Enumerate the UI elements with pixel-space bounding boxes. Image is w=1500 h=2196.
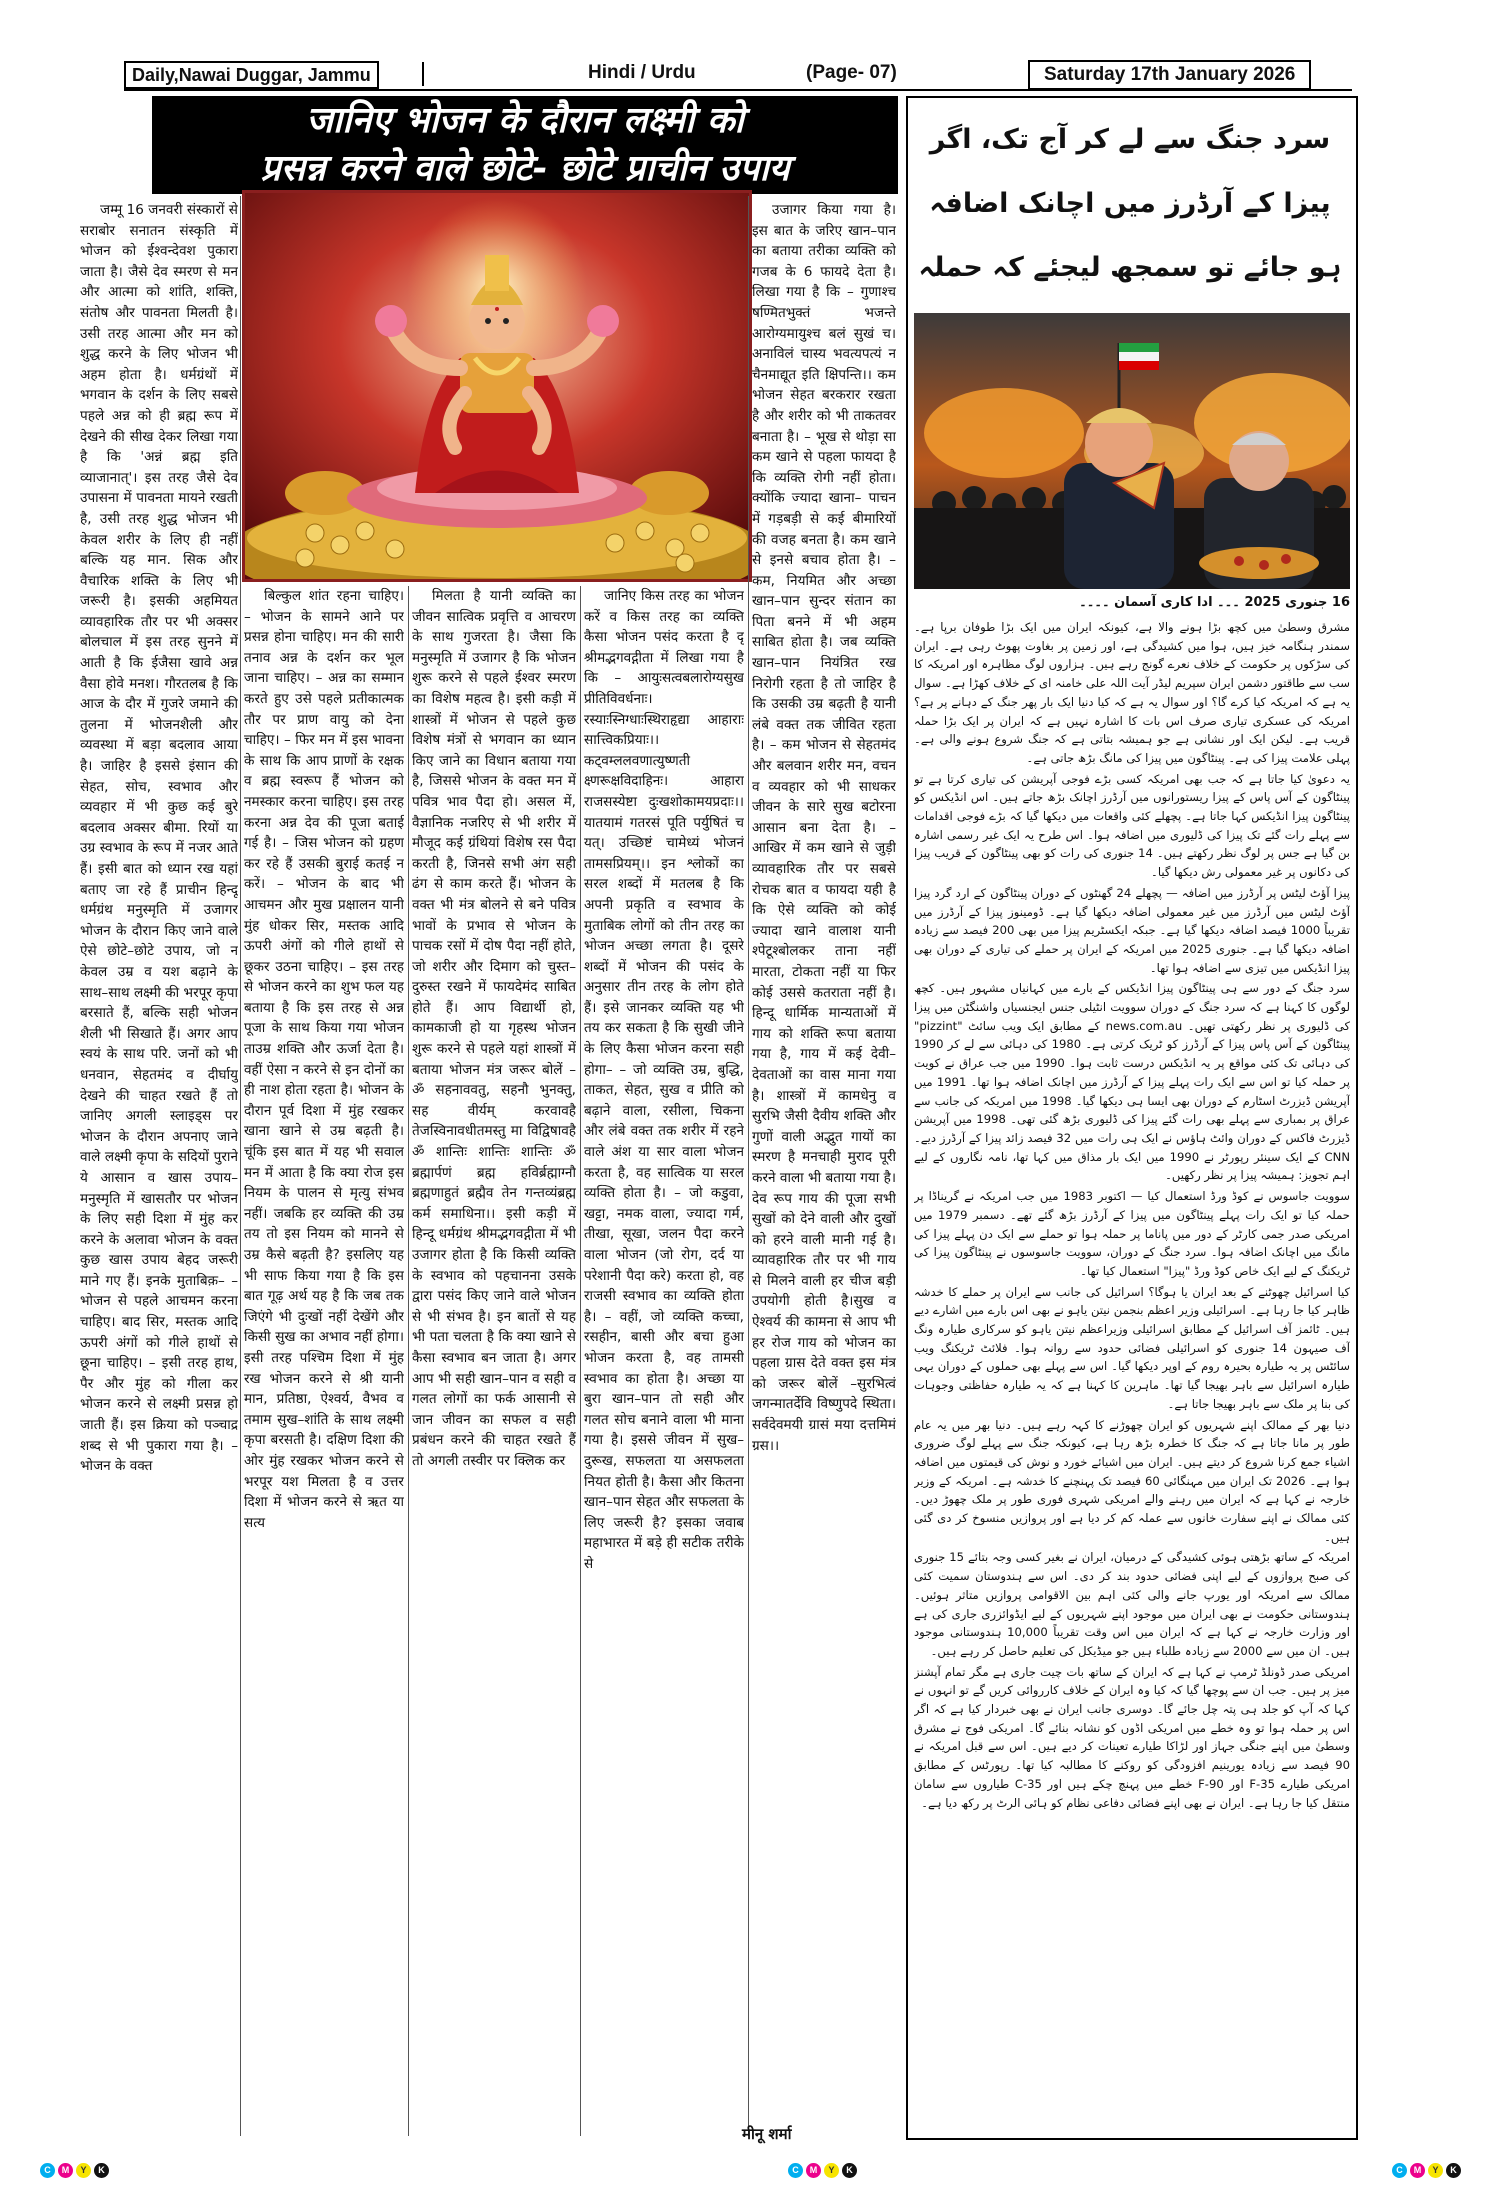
urdu-dateline: 16 جنوری 2025 ۔۔۔ ادا کاری آسمان ۔۔۔۔ <box>1079 595 1350 610</box>
column-divider <box>580 586 581 2136</box>
column-divider <box>408 586 409 2136</box>
magenta-dot: M <box>806 2163 821 2178</box>
urdu-paragraph: سرد جنگ کے دور سے ہی پینٹاگون پیزا انڈیکس کے بارے میں کہانیاں مشہور ہیں۔ کچھ لوگوں کا کہنا ہے کہ سرد جنگ کے دوران سوویت انٹیلی جنس ایجنسیاں واشنگٹن میں پیزا کی ڈلیوری پر نظر رکھتی تھیں۔ news.com.au کے مطابق ایک ویب سائٹ "pizzint" پینٹاگون کے آس پاس پیزا کے آرڈرز کو ٹریک کرتی ہے۔ 1980 کی دہائی سے لے کر 1990 کی دہائی تک کئی مواقع پر یہ انڈیکس درست ثابت ہوا۔ 1990 میں جب عراق نے کویت پر حملہ کیا تو اس سے ایک رات پہلے پیزا کے آرڈرز میں اچانک اضافہ ہوا تھا۔ 1991 میں آپریشن ڈیزرٹ اسٹارم کے دوران بھی ایسا ہی دیکھا گیا۔ 1998 میں امریکہ کی جانب سے عراق پر بمباری سے پہلے بھی رات گئے پیزا کی ڈلیوری بڑھ گئی تھی۔ 1998 میں آپریشن ڈیزرٹ فاکس کے دوران وائٹ ہاؤس نے ایک ہی رات میں 32 فیصد زائد پیزا کے آرڈرز دیے۔ CNN کے ایک سینئر رپورٹر نے 1990 میں ایک بار مذاق میں کہا تھا، نامہ نگاروں کے لیے اہم تجویز: ہمیشہ پیزا پر نظر رکھیں۔ <box>914 981 1350 1183</box>
urdu-paragraph: مشرق وسطیٰ میں کچھ بڑا ہونے والا ہے، کیونکہ ایران میں ایک بڑا طوفان برپا ہے۔ سمندر ہنگامہ خیز ہیں، ہوا میں کشیدگی ہے، اور زمین پر بغاوت پھوٹ رہی ہے۔ ایران کی سڑکوں پر حکومت کے خلاف نعرے گونج رہے ہیں۔ ہزاروں لوگ مظاہرہ اور امریکہ کا سب سے طاقتور دشمن ایران سپریم لیڈر آیت اللہ علی خامنہ ای کے خلاف کھڑا ہے۔ سوال یہ ہے کہ امریکہ کیا کرے گا؟ اور سوال یہ ہے کہ کیا دنیا ایک بار پھر جنگ کے دہانے پر ہے؟ امریکہ کی عسکری تیاری صرف اس بات کا اشارہ نہیں ہے کہ ایران پر ایک بڑا حملہ قریب ہے۔ لیکن ایک اور نشانی ہے جو ہمیشہ بتاتی ہے کہ جنگ شروع ہونے والی ہے۔ پہلی علامت پیزا کی ہے۔ پینٹاگون میں پیزا کی مانگ بڑھ جاتی ہے۔ <box>914 620 1350 765</box>
masthead-rule <box>124 89 1352 91</box>
article-column-4 <box>584 586 744 2136</box>
urdu-paragraph: یہ دعویٰ کیا جاتا ہے کہ جب بھی امریکہ کسی بڑے فوجی آپریشن کی تیاری کرتا ہے تو پینٹاگون کے آس پاس کے پیزا ریستورانوں میں آرڈرز اچانک بڑھ جاتے ہیں۔ اس انڈیکس کو پینٹاگون پیزا انڈیکس کہا جاتا ہے۔ پچھلے کئی واقعات میں دیکھا گیا کہ بڑے فوجی اقدامات سے پہلے رات گئے تک پیزا کی ڈلیوری میں اضافہ ہوا۔ اس طرح یہ ایک غیر رسمی اشارہ بن گیا ہے جس پر لوگ نظر رکھتے ہیں۔ 14 جنوری کی رات کو بھی پینٹاگون کے قریب پیزا کی دکانوں پر غیر معمولی رش دیکھا گیا۔ <box>914 771 1350 880</box>
column-3-text: मिलता है यानी व्यक्ति का जीवन सात्विक प्रवृत्ति व आचरण के साथ गुजरता है। जैसा कि मनुस्मृति में उजागर है कि भोजन शुरू करने से पहले ईश्वर स्मरण का विशेष महत्व है। इसी कड़ी में शास्त्रों में भोजन से पहले कुछ विशेष मंत्रों से भगवान का ध्यान किए जाने का विधान बताया गया है, जिससे भोजन के वक्त मन में पवित्र भाव पैदा हो। असल में, वैज्ञानिक नजरिए से भी शरीर में मौजूद कई ग्रंथियां विशेष रस पैदा करती है, जिनसे सभी अंग सही ढंग से काम करते हैं। भोजन के वक्त भी मंत्र बोलने से बने पवित्र भावों के प्रभाव से भोजन के पाचक रसों में दोष पैदा नहीं होते, जो शरीर और दिमाग को चुस्त–दुरुस्त रखने में फायदेमंद साबित होते हैं। आप विद्यार्थी हो, कामकाजी हो या गृहस्थ भोजन शुरू करने से पहले यहां शास्त्रों में बताया भोजन मंत्र जरूर बोलें – ॐ सहनाववतु, सहनौ भुनक्तु, सह वीर्यम् करवावहै तेजस्विनावधीतमस्तु मा विद्विषावहै ॐ शान्तिः शान्तिः शान्तिः ॐ ब्रह्मार्पणं ब्रह्म हविर्ब्रह्माग्नौ ब्रह्मणाहुतं ब्रह्मैव तेन गन्तव्यंब्रह्म कर्म समाधिना।। इसी कड़ी में हिन्दू धर्मग्रंथ श्रीमद्भगवद्गीता में भी उजागर होता है कि किसी व्यक्ति के स्वभाव को पहचानना उसके द्वारा पसंद किए जाने वाले भोजन से भी संभव है। इन बातों से यह भी पता चलता है कि क्या खाने से कैसा स्वभाव बन जाता है। अगर आप भी सही खान–पान व सही व गलत लोगों का फर्क आसानी से जान जीवन का सफल व सही प्रबंधन करने की चाहत रखते हैं तो अगली तस्वीर पर क्लिक कर <box>412 588 576 1469</box>
war-scene-illustration <box>914 313 1350 589</box>
urdu-headline: سرد جنگ سے لے کر آج تک، اگر پیزا کے آرڈرز میں اچانک اضافہ ہو جائے تو سمجھ لیجئے کہ حملہ <box>918 124 1342 283</box>
urdu-paragraph: دنیا بھر کے ممالک اپنے شہریوں کو ایران چھوڑنے کا کہہ رہے ہیں۔ دنیا بھر میں یہ عام طور پر مانا جاتا ہے کہ جنگ کا خطرہ بڑھ رہا ہے، کیونکہ جنگ سے پہلے لوگ ضروری اشیاء جمع کرنا شروع کر دیتے ہیں۔ ایران میں اشیائے خورد و نوش کی قیمتوں میں اضافہ ہوا ہے۔ 2026 تک ایران میں مہنگائی 60 فیصد تک پہنچنے کا خدشہ ہے۔ امریکہ کے وزیر خارجہ نے کہا ہے کہ ایران میں رہنے والے امریکی شہری فوری طور پر ملک چھوڑ دیں۔ کئی ممالک نے اپنے سفارت خانوں سے عملہ کم کر دیا ہے اور پروازیں منسوخ کر دی گئی ہیں۔ <box>914 1417 1350 1544</box>
column-divider <box>748 196 749 2136</box>
magenta-dot: M <box>58 2163 73 2178</box>
urdu-news-photo <box>914 313 1350 589</box>
article-column-5 <box>752 200 896 2115</box>
lakshmi-illustration <box>245 193 749 579</box>
cyan-dot: C <box>1392 2163 1407 2178</box>
cmyk-marks-left <box>40 2158 112 2176</box>
column-5-text: उजागर किया गया है। इस बात के जरिए खान–पान का बताया तरीका व्यक्ति को गजब के 6 फायदे देता है। लिखा गया है कि – गुणाश्च षण्मितभुक्तं भजन्ते आरोग्यमायुश्च बलं सुखं च। अनाविलं चास्य भवत्यपत्यं न चैनमाद्यूत इति क्षिपन्ति।। कम भोजन सेहत बरकरार रखता है और शरीर को भी ताकतवर बनाता है। – भूख से थोड़ा सा कम खाने से पहला फायदा है कि व्यक्ति रोगी नहीं होता। क्योंकि ज्यादा खाना– पाचन में गड़बड़ी से कई बीमारियों की वजह बनता है। कम खाने से इनसे बचाव होता है। – कम, नियमित और अच्छा खान–पान सुन्दर संतान का पिता बनने में भी अहम साबित होता है। जब व्यक्ति खान–पान नियंत्रित रख निरोगी रहता है तो जाहिर है कि उसकी उम्र बढ़ती है यानी लंबे वक्त तक जीवित रहता है। – कम भोजन से सेहतमंद और बलवान शरीर मन, वचन व व्यवहार को भी साधकर जीवन के सारे सुख बटोरना आसान बना देता है। – आखिर में कम खाने से जुड़ी व्यावहारिक तौर पर सबसे रोचक बात व फायदा यही है कि ऐसे व्यक्ति को कोई ज्यादा खाने वालाश यानी श्पेटूश्बोलकर ताना नहीं मारता, टोकता नहीं या फिर कोई उससे कतराता नहीं है। हिन्दू धार्मिक मान्यताओं में गाय को शक्ति रूपा बताया गया है, गाय में कई देवी–देवताओं का वास माना गया है। शास्त्रों में कामधेनु व सुरभि जैसी दैवीय शक्ति और गुणों वाली अद्भुत गायों का स्मरण है मनचाही मुराद पूरी करने वाला भी बताया गया है। देव रूप गाय की पूजा सभी सुखों को देने वाली और दुखों को हरने वाली मानी गई है। व्यावहारिक तौर पर भी गाय से मिलने वाली हर चीज बड़ी उपयोगी होती है।सुख व ऐश्वर्य की कामना से आप भी हर रोज गाय को भोजन का पहला ग्रास देते वक्त इस मंत्र को जरूर बोलें –सुरभित्वं जगन्मातर्देवि विष्णुपदे स्थिता। सर्वदेवमयी ग्रासं मया दत्तमिमं ग्रस।। <box>752 202 896 1454</box>
urdu-paragraph: سوویت جاسوس نے کوڈ ورڈ استعمال کیا — اکتوبر 1983 میں جب امریکہ نے گریناڈا پر حملہ کیا تو ایک رات پہلے پینٹاگون میں پیزا کے آرڈرز بڑھ گئے تھے۔ دسمبر 1979 میں امریکی صدر جمی کارٹر کے دور میں پاناما پر حملہ ہوا تو حملے سے ایک دن پہلے پیزا کی مانگ میں اچانک اضافہ ہوا۔ سرد جنگ کے دوران، سوویت جاسوسوں نے پینٹاگون پیزا کی ٹریکنگ کے لیے ایک خاص کوڈ ورڈ "پیزا" استعمال کیا تھا۔ <box>914 1189 1350 1278</box>
urdu-article-body <box>914 618 1350 2128</box>
article-column-1 <box>80 200 238 2135</box>
masthead <box>78 58 1352 92</box>
headline-line-1: जानिए भोजन के दौरान लक्ष्मी को <box>306 99 744 141</box>
cyan-dot: C <box>40 2163 55 2178</box>
lakshmi-image <box>242 190 752 582</box>
column-4-text: जानिए किस तरह का भोजन करें व किस तरह का व्यक्ति कैसा भोजन पसंद करता है दृ श्रीमद्भगवद्गीता में लिखा गया है कि – आयुःसत्वबलारोग्यसुख प्रीतिविवर्धनाः। रस्याःस्निग्धाःस्थिराहृद्या आहाराः सात्त्विकप्रियाः।। कट्वम्ललवणात्युष्णती क्ष्णरूक्षविदाहिनः। आहारा राजसस्येष्टा दुःखशोकामयप्रदाः।। यातयामं गतरसं पूति पर्युषितं च यत्। उच्छिष्टं चामेध्यं भोजनं तामसप्रियम्।। इन श्लोकों का सरल शब्दों में मतलब है कि अपनी प्रकृति व स्वभाव के मुताबिक लोगों को तीन तरह का भोजन अच्छा लगता है। दूसरे शब्दों में भोजन की पसंद के अनुसार तीन तरह के लोग होते हैं। इसे जानकर व्यक्ति यह भी तय कर सकता है कि सुखी जीने के लिए कैसा भोजन करना सही होगा– – जो व्यक्ति उम्र, बुद्धि, ताकत, सेहत, सुख व प्रीति को बढ़ाने वाला, रसीला, चिकना और लंबे वक्त तक शरीर में रहने वाले अंश या सार वाला भोजन करता है, वह सात्विक या सरल व्यक्ति होता है। – जो कडुवा, खट्टा, नमक वाला, ज्यादा गर्म, तीखा, सूखा, जलन पैदा करने वाला भोजन (जो रोग, दर्द या परेशानी पैदा करे) करता हो, वह राजसी स्वभाव का व्यक्ति होता है। – वहीं, जो व्यक्ति कच्चा, रसहीन, बासी और बचा हुआ भोजन करता है, वह तामसी स्वभाव का होता है। अच्छा या बुरा खान–पान तो सही और गलत सोच बनाने वाला भी माना गया है। इससे जीवन में सुख–दुरूख, सफलता या असफलता नियत होती है। कैसा और कितना खान–पान सेहत और सफलता के लिए जरूरी है? इसका जवाब महाभारत में बड़े ही सटीक तरीके से <box>584 588 744 1572</box>
cmyk-marks-right <box>1392 2158 1464 2176</box>
black-dot: K <box>94 2163 109 2178</box>
urdu-paragraph: پیزا آؤٹ لیٹس پر آرڈرز میں اضافہ — پچھلے 24 گھنٹوں کے دوران پینٹاگون کے ارد گرد پیزا آؤٹ لیٹس میں آرڈرز میں غیر معمولی اضافہ دیکھا گیا ہے۔ ڈومینوز پیزا کے آرڈرز میں تقریباً 1000 فیصد اضافہ دیکھا گیا ہے۔ جبکہ ایکسٹریم پیزا میں بھی 200 فیصد سے زیادہ اضافہ دیکھا گیا ہے۔ جنوری 2025 میں امریکہ کے ایران پر حملے کی تیاری کے دوران بھی پیزا انڈیکس میں تیزی سے اضافہ ہوا تھا۔ <box>914 885 1350 975</box>
yellow-dot: Y <box>1428 2163 1443 2178</box>
issue-date: Saturday 17th January 2026 <box>1028 60 1311 90</box>
urdu-paragraph: امریکہ کے ساتھ بڑھتی ہوئی کشیدگی کے درمیان، ایران نے بغیر کسی وجہ بتائے 15 جنوری کی صبح پروازوں کے لیے اپنی فضائی حدود بند کر دی۔ اس سے ہندوستان سمیت کئی ممالک سے امریکہ اور یورپ جانے والی کئی اہم بین الاقوامی پروازیں متاثر ہوئیں۔ ہندوستانی حکومت نے بھی ایران میں موجود اپنے شہریوں کے لیے ایڈوائزری جاری کی ہے اور وزارت خارجہ نے کہا ہے کہ ایران میں اس وقت تقریباً 10,000 ہندوستانی موجود ہیں۔ ان میں سے 2000 سے زیادہ طلباء ہیں جو میڈیکل کی تعلیم حاصل کر رہے ہیں۔ <box>914 1550 1350 1658</box>
page-number: (Page- 07) <box>806 62 897 83</box>
urdu-paragraph: کیا اسرائیل چھوٹنے کے بعد ایران یا ہوگا؟ اسرائیل کی جانب سے ایران پر حملے کا خدشہ ظاہر کیا جا رہا ہے۔ اسرائیلی وزیر اعظم بنجمن نیتن یاہو نے بھی اس بارے میں اشارے دیے ہیں۔ ٹائمز آف اسرائیل کے مطابق اسرائیلی وزیراعظم نیتن یاہو کو سرکاری طیارہ ونگ آف صیہون 14 جنوری کو اسرائیلی فضائی حدود سے روانہ ہوا۔ فلائٹ ٹریکنگ ویب سائٹس پر یہ طیارہ بحیرہ روم کے اوپر دیکھا گیا۔ اس سے پہلے بھی حملوں کے دوران یہی طیارہ اسرائیل سے باہر بھیجا گیا تھا۔ ماہرین کا کہنا ہے کہ یہ طیارہ حفاظتی وجوہات کی بنا پر ملک سے باہر بھیجا جاتا ہے۔ <box>914 1284 1350 1411</box>
yellow-dot: Y <box>76 2163 91 2178</box>
magenta-dot: M <box>1410 2163 1425 2178</box>
article-column-3 <box>412 586 576 2136</box>
column-1-text: जम्मू 16 जनवरी संस्कारों से सराबोर सनातन संस्कृति में भोजन को ईश्वन्देवश पुकारा जाता है। जैसे देव स्मरण से मन और आत्मा को शांति, शक्ति, संतोष और पावनता मिलती है। उसी तरह आत्मा और मन को शुद्ध करने के लिए भोजन भी अहम होता है। धर्मग्रंथों में भगवान के दर्शन के लिए सबसे पहले अन्न को ही ब्रह्म रूप में देखने की सीख देकर लिखा गया है कि 'अन्नं ब्रह्म इति व्याजानात्'। इस तरह जैसे देव उपासना में पावनता मायने रखती है, उसी तरह शुद्ध भोजन भी केवल शरीर के लिए ही नहीं बल्कि यह मान. सिक और वैचारिक शक्ति के लिए भी जरूरी है। इसकी अहमियत व्यावहारिक तौर पर भी अक्सर बोलचाल में इस तरह सुनने में आती है कि ईजैसा खावे अन्न वैसा होवे मनश। गौरतलब है कि आज के दौर में गुजरे जमाने की तुलना में भोजनशैली और व्यवस्था में बड़ा बदलाव आया है। जाहिर है इससे इंसान की सेहत, सोच, स्वभाव और व्यवहार में भी कुछ कई बुरे बदलाव अक्सर बीमा. रियों या उग्र स्वभाव के रूप में नजर आते हैं। इसी बात को ध्यान रख यहां बताए जा रहे हैं प्राचीन हिन्दू धर्मग्रंथ मनुस्मृति में उजागर भोजन के दौरान किए जाने वाले ऐसे छोटे–छोटे उपाय, जो न केवल उम्र व यश बढ़ाने के साथ–साथ लक्ष्मी की भरपूर कृपा बरसाते हैं, बल्कि सही भोजन शैली भी सिखाते हैं। अगर आप स्वयं के साथ परि. जनों को भी धनवान, सेहतमंद व दीर्घायु देखने की चाहत रखते हैं तो जानिए अगली स्लाइड्स पर भोजन के दौरान अपनाए जाने वाले लक्ष्मी कृपा के सदियों पुराने ये आसान व खास उपाय– मनुस्मृति में खासतौर पर भोजन के लिए सही दिशा में मुंह कर करने के अलावा भोजन के वक्त कुछ खास उपाय बेहद जरूरी माने गए हैं। इनके मुताबिक़– – भोजन से पहले आचमन करना चाहिए। बाद सिर, मस्तक आदि ऊपरी अंगों को गीले हाथों से छूना चाहिए। – इसी तरह हाथ, पैर और मुंह को गीला कर भोजन करने से लक्ष्मी प्रसन्न हो जाती हैं। इस क्रिया को पञ्चाद्र शब्द से भी पुकारा गया है। – भोजन के वक्त <box>80 202 238 1475</box>
article-column-2 <box>244 586 404 2136</box>
urdu-paragraph: امریکی صدر ڈونلڈ ٹرمپ نے کہا ہے کہ ایران کے ساتھ بات چیت جاری ہے مگر تمام آپشنز میز پر ہیں۔ جب ان سے پوچھا گیا کہ کیا وہ ایران کے خلاف کارروائی کریں گے تو انہوں نے کہا کہ آپ کو جلد ہی پتہ چل جائے گا۔ دوسری جانب ایران نے بھی خبردار کیا ہے کہ اگر اس پر حملہ ہوا تو وہ خطے میں امریکی اڈوں کو نشانہ بنائے گا۔ امریکی فوج نے مشرق وسطیٰ میں اپنے جنگی جہاز اور لڑاکا طیارے تعینات کر دیے ہیں۔ اس سے قبل امریکہ نے 90 فیصد سے زیادہ یورینیم افزودگی کو روکنے کا مطالبہ کیا تھا۔ رپورٹس کے مطابق امریکی طیارے F-35 اور F-90 خطے میں پہنچ چکے ہیں اور C-35 طیاروں سے سامان منتقل کیا جا رہا ہے۔ ایران نے بھی اپنے فضائی دفاعی نظام کو ہائی الرٹ پر رکھ دیا ہے۔ <box>914 1664 1350 1810</box>
column-2-text: बिल्कुल शांत रहना चाहिए। – भोजन के सामने आने पर प्रसन्न होना चाहिए। मन की सारी तनाव अन्न के दर्शन कर भूल जाना चाहिए। – अन्न का सम्मान करते हुए उसे पहले प्रतीकात्मक तौर पर प्राण वायु को देना चाहिए। – फिर मन में इस भावना के साथ कि आप प्राणों के रक्षक व ब्रह्म स्वरूप हैं भोजन को नमस्कार करना चाहिए। इस तरह करना अन्न देव की पूजा बताई गई है। – जिस भोजन को ग्रहण कर रहे हैं उसकी बुराई कतई न करें। – भोजन के बाद भी आचमन और मुख प्रक्षालन यानी मुंह धोकर सिर, मस्तक आदि ऊपरी अंगों को गीले हाथों से छूकर उठना चाहिए। – इस तरह से भोजन करने का शुभ फल यह बताया है कि इस तरह से अन्न पूजा के साथ किया गया भोजन ताउम्र शक्ति और ऊर्जा देता है। वहीं ऐसा न करने से इन दोनों का ही नाश होता रहता है। भोजन के दौरान पूर्व दिशा में मुंह रखकर खाना खाने से उम्र बढ़ती है। चूंकि इस बात में यह भी सवाल मन में आता है कि क्या रोज इस नियम के पालन से मृत्यु संभव नहीं। जबकि हर व्यक्ति की उम्र तय तो इस नियम को मानने से उम्र कैसे बढ़ती है? इसलिए यह भी साफ किया गया है कि इस बात गूढ़ अर्थ यह है कि जब तक जिएंगे भी दुःखों नहीं देखेंगे और किसी सुख का अभाव नहीं होगा। इसी तरह पश्चिम दिशा में मुंह रख भोजन करने से श्री यानी मान, प्रतिष्ठा, ऐश्वर्य, वैभव व तमाम सुख–शांति के साथ लक्ष्मी कृपा बरसती है। दक्षिण दिशा की ओर मुंह रखकर भोजन करने से भरपूर यश मिलता है व उत्तर दिशा में भोजन करने से ऋत या सत्य <box>244 588 404 1531</box>
masthead-divider <box>422 62 424 86</box>
cmyk-marks-center <box>788 2158 860 2176</box>
article-headline <box>152 96 898 194</box>
column-divider <box>240 196 241 2136</box>
black-dot: K <box>1446 2163 1461 2178</box>
language-label: Hindi / Urdu <box>588 62 696 83</box>
headline-line-2: प्रसन्न करने वाले छोटे- छोटे प्राचीन उपाय <box>260 147 790 189</box>
byline: मीनू शर्मा <box>742 2125 792 2143</box>
cyan-dot: C <box>788 2163 803 2178</box>
paper-name: Daily,Nawai Duggar, Jammu <box>124 61 379 89</box>
yellow-dot: Y <box>824 2163 839 2178</box>
black-dot: K <box>842 2163 857 2178</box>
